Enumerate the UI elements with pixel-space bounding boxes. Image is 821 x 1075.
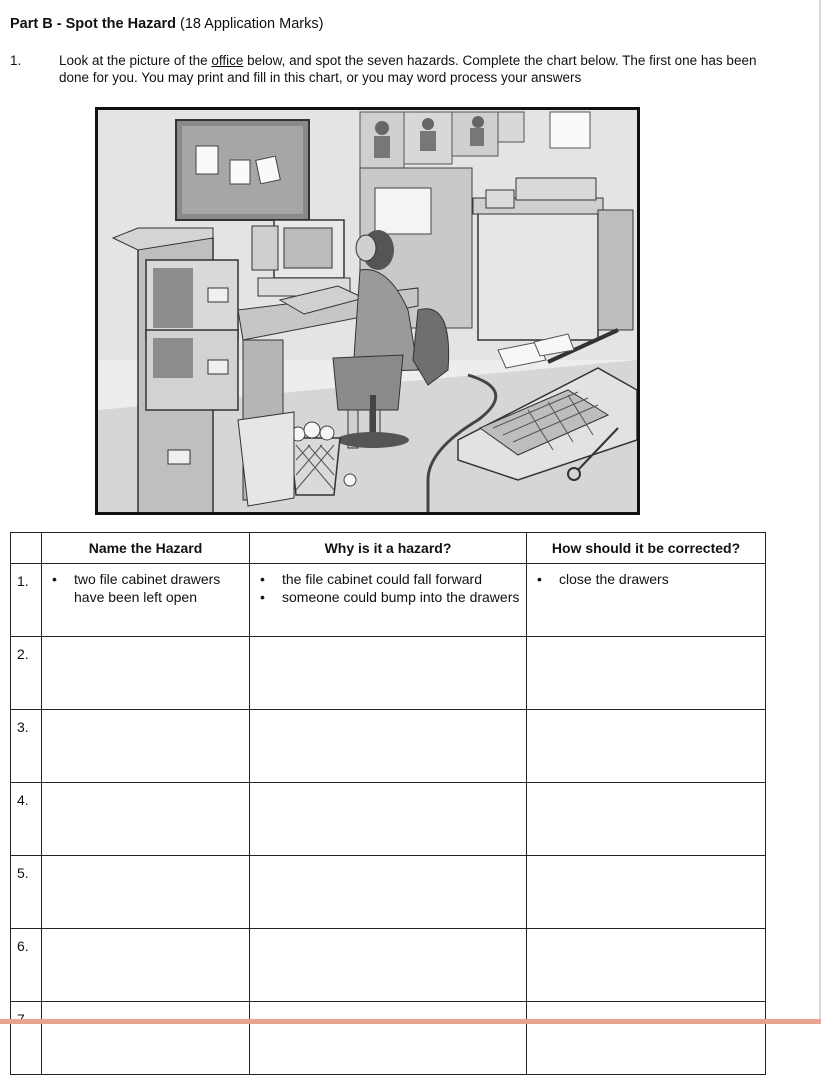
correction-cell[interactable] <box>527 710 766 783</box>
table-row <box>11 856 766 929</box>
column-header-correction: How should it be corrected? <box>527 533 766 564</box>
table-row <box>11 564 766 637</box>
page-heading <box>10 16 323 32</box>
correction-item: • close the drawers <box>533 570 759 588</box>
question-number: 1. <box>10 53 22 68</box>
correction-list <box>533 570 759 588</box>
row-number: 5. <box>11 856 42 929</box>
row-number <box>11 1002 42 1075</box>
column-header-hazard: Name the Hazard <box>42 533 250 564</box>
correction-cell[interactable] <box>527 783 766 856</box>
hazard-cell[interactable] <box>42 783 250 856</box>
leaning-folders <box>238 412 294 506</box>
question-text-before: Look at the picture of the <box>59 53 212 68</box>
why-list <box>256 570 520 606</box>
row-number: 1. <box>11 564 42 637</box>
why-cell[interactable] <box>250 1002 527 1075</box>
column-header-number <box>11 533 42 564</box>
row-number: 4. <box>11 783 42 856</box>
hazard-cell[interactable] <box>42 856 250 929</box>
correction-cell[interactable] <box>527 856 766 929</box>
table-row <box>11 637 766 710</box>
row-number: 6. <box>11 929 42 1002</box>
table-row <box>11 929 766 1002</box>
hazard-cell[interactable] <box>42 564 250 637</box>
hazard-cell[interactable] <box>42 1002 250 1075</box>
why-cell[interactable] <box>250 637 527 710</box>
marks-note: (18 Application Marks) <box>180 16 324 32</box>
correction-cell[interactable] <box>527 564 766 637</box>
hazard-list <box>48 570 243 606</box>
correction-cell[interactable] <box>527 637 766 710</box>
correction-cell[interactable] <box>527 929 766 1002</box>
table-row <box>11 710 766 783</box>
table-row <box>11 783 766 856</box>
why-cell[interactable] <box>250 564 527 637</box>
why-cell[interactable] <box>250 929 527 1002</box>
part-title: Part B - Spot the Hazard <box>10 16 176 32</box>
question-underlined-word: office <box>211 53 244 68</box>
question-text <box>59 52 779 86</box>
correction-cell[interactable] <box>527 1002 766 1075</box>
office-hazard-illustration <box>95 107 640 515</box>
table-row <box>11 1002 766 1075</box>
hazard-item: • two file cabinet drawers have been left open <box>48 570 243 606</box>
question-text-after: below, and spot the seven hazards. Complete the chart below. The first one has been done for you. You may print and fill in this chart, or you may word process your answers <box>59 53 757 85</box>
why-cell[interactable] <box>250 856 527 929</box>
row-number: 2. <box>11 637 42 710</box>
why-cell[interactable] <box>250 783 527 856</box>
bulletin-board <box>176 120 309 220</box>
hazard-cell[interactable] <box>42 929 250 1002</box>
why-item: • the file cabinet could fall forward <box>256 570 520 588</box>
column-header-why: Why is it a hazard? <box>250 533 527 564</box>
hazard-cell[interactable] <box>42 637 250 710</box>
window-bottom-strip <box>0 1019 821 1024</box>
why-item: • someone could bump into the drawers <box>256 588 520 606</box>
table-header-row <box>11 533 766 564</box>
hazard-chart <box>10 532 766 1075</box>
hazard-cell[interactable] <box>42 710 250 783</box>
office-scene-drawing <box>98 110 637 512</box>
why-cell[interactable] <box>250 710 527 783</box>
row-number: 3. <box>11 710 42 783</box>
